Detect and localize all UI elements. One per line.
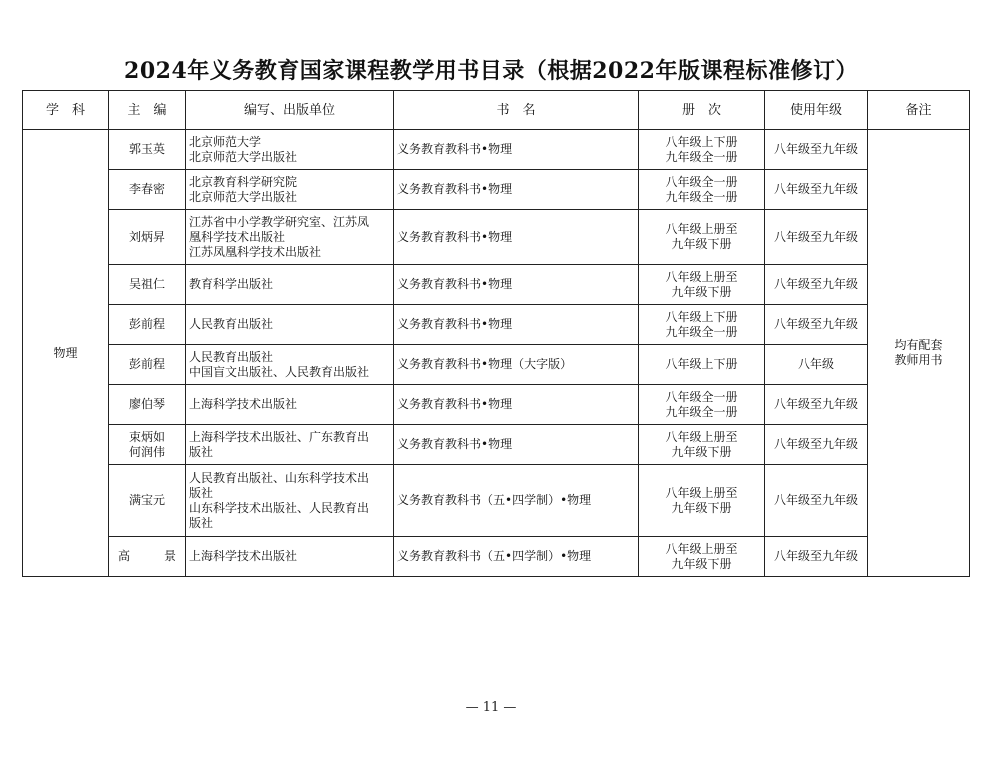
table-row — [23, 465, 970, 537]
publisher-cell — [186, 537, 394, 577]
publisher-line: 北京师范大学 — [189, 134, 262, 149]
editor-name: 吴祖仁 — [128, 277, 165, 291]
grade-cell: 八年级至九年级 — [765, 170, 868, 210]
editor-name: 束炳如 — [128, 429, 165, 444]
table-row — [23, 130, 970, 170]
volume-line: 八年级上册至 — [665, 269, 738, 284]
volume-cell — [639, 305, 765, 345]
page-title: 2024年义务教育国家课程教学用书目录（根据2022年版课程标准修订） — [124, 58, 858, 84]
table-row — [23, 210, 970, 265]
volume-line: 九年级全一册 — [665, 189, 738, 204]
volume-line: 八年级上下册 — [665, 309, 738, 324]
publisher-cell — [186, 210, 394, 265]
grade-cell: 八年级至九年级 — [765, 305, 868, 345]
volume-line: 八年级上册至 — [665, 222, 738, 236]
table-row — [23, 537, 970, 577]
grade-cell: 八年级至九年级 — [765, 385, 868, 425]
editor-name: 彭前程 — [128, 357, 165, 371]
editor-cell — [109, 425, 186, 465]
publisher-cell — [186, 265, 394, 305]
volume-cell — [639, 465, 765, 537]
publisher-line: 北京教育科学研究院 — [189, 174, 298, 189]
header-subject: 学 科 — [23, 91, 109, 130]
editor-name: 李春密 — [128, 182, 165, 196]
grade-cell: 八年级至九年级 — [765, 465, 868, 537]
table-row — [23, 345, 970, 385]
publisher-line: 江苏凤凰科学技术出版社 — [189, 244, 322, 259]
grade-cell: 八年级至九年级 — [765, 210, 868, 265]
publisher-line: 北京师范大学出版社 — [189, 189, 298, 204]
volume-line: 九年级全一册 — [665, 404, 738, 419]
volume-cell — [639, 130, 765, 170]
book-title-cell: 义务教育教科书•物理 — [394, 265, 639, 305]
table-row — [23, 385, 970, 425]
header-grade: 使用年级 — [765, 91, 868, 130]
page-number: — 11 — — [465, 700, 517, 715]
editor-name: 刘炳昇 — [128, 229, 165, 244]
book-title-cell: 义务教育教科书•物理 — [394, 130, 639, 170]
editor-cell — [109, 537, 186, 577]
volume-cell — [639, 210, 765, 265]
editor-cell — [109, 345, 186, 385]
volume-line: 八年级上册至 — [665, 541, 738, 556]
editor-cell — [109, 305, 186, 345]
editor-name: 满宝元 — [128, 493, 165, 507]
volume-line: 八年级全一册 — [665, 174, 738, 189]
publisher-line: 上海科学技术出版社 — [189, 397, 298, 411]
editor-cell — [109, 385, 186, 425]
publisher-line: 上海科学技术出版社、广东教育出 — [189, 429, 370, 444]
table-body — [23, 130, 970, 577]
publisher-cell — [186, 170, 394, 210]
header-editor: 主 编 — [109, 91, 186, 130]
table-row — [23, 425, 970, 465]
publisher-cell — [186, 130, 394, 170]
publisher-line: 人民教育出版社 — [189, 317, 274, 331]
volume-line: 九年级下册 — [671, 500, 732, 515]
book-title-cell: 义务教育教科书•物理 — [394, 305, 639, 345]
header-row — [23, 91, 970, 130]
grade-cell: 八年级至九年级 — [765, 425, 868, 465]
grade-cell: 八年级至九年级 — [765, 130, 868, 170]
book-title-cell: 义务教育教科书•物理 — [394, 425, 639, 465]
editor-cell — [109, 130, 186, 170]
grade-cell: 八年级至九年级 — [765, 265, 868, 305]
editor-cell — [109, 465, 186, 537]
editor-name: 何润伟 — [128, 444, 165, 459]
publisher-line: 北京师范大学出版社 — [189, 149, 298, 164]
volume-line: 九年级全一册 — [665, 149, 738, 164]
catalog-table — [22, 90, 970, 577]
header-book: 书 名 — [394, 91, 639, 130]
publisher-line: 凰科学技术出版社 — [189, 229, 286, 244]
volume-line: 九年级下册 — [671, 556, 732, 571]
book-title-cell: 义务教育教科书•物理 — [394, 170, 639, 210]
publisher-line: 版社 — [189, 515, 214, 530]
publisher-cell — [186, 305, 394, 345]
editor-name: 郭玉英 — [128, 142, 165, 156]
note-line: 教师用书 — [894, 353, 943, 367]
volume-cell — [639, 265, 765, 305]
volume-cell — [639, 537, 765, 577]
volume-line: 九年级全一册 — [665, 324, 738, 339]
publisher-cell — [186, 465, 394, 537]
volume-cell — [639, 345, 765, 385]
table-row — [23, 170, 970, 210]
editor-name: 彭前程 — [128, 317, 165, 331]
book-title-cell: 义务教育教科书•物理 — [394, 385, 639, 425]
header-volume: 册 次 — [639, 91, 765, 130]
editor-cell — [109, 265, 186, 305]
volume-line: 八年级上下册 — [665, 357, 738, 371]
volume-line: 八年级上册至 — [665, 429, 738, 444]
publisher-cell — [186, 425, 394, 465]
volume-line: 八年级上册至 — [665, 485, 738, 500]
grade-cell: 八年级 — [765, 345, 868, 385]
editor-cell — [109, 210, 186, 265]
publisher-line: 江苏省中小学教学研究室、江苏凤 — [189, 214, 370, 229]
publisher-cell — [186, 345, 394, 385]
publisher-line: 版社 — [189, 444, 214, 459]
publisher-line: 中国盲文出版社、人民教育出版社 — [189, 364, 370, 379]
volume-cell — [639, 385, 765, 425]
publisher-line: 上海科学技术出版社 — [189, 549, 298, 563]
volume-line: 九年级下册 — [671, 284, 732, 299]
header-publisher: 编写、出版单位 — [186, 91, 394, 130]
publisher-line: 人民教育出版社、山东科学技术出 — [189, 470, 370, 485]
publisher-cell — [186, 385, 394, 425]
table-row — [23, 265, 970, 305]
note-cell — [868, 130, 970, 577]
table-row — [23, 305, 970, 345]
book-title-cell: 义务教育教科书（五•四学制）•物理 — [394, 465, 639, 537]
book-title-cell: 义务教育教科书（五•四学制）•物理 — [394, 537, 639, 577]
volume-line: 九年级下册 — [671, 444, 732, 459]
header-note: 备注 — [868, 91, 970, 130]
publisher-line: 山东科学技术出版社、人民教育出 — [189, 500, 370, 515]
volume-line: 八年级上下册 — [665, 134, 738, 149]
publisher-line: 教育科学出版社 — [189, 277, 274, 291]
publisher-line: 人民教育出版社 — [189, 349, 274, 364]
publisher-line: 版社 — [189, 485, 214, 500]
note-line: 均有配套 — [894, 338, 943, 352]
volume-line: 九年级下册 — [671, 237, 732, 251]
editor-name: 高 景 — [118, 549, 176, 563]
volume-line: 八年级全一册 — [665, 389, 738, 404]
editor-cell — [109, 170, 186, 210]
editor-name: 廖伯琴 — [128, 397, 165, 411]
grade-cell: 八年级至九年级 — [765, 537, 868, 577]
subject-cell: 物理 — [23, 130, 109, 577]
volume-cell — [639, 170, 765, 210]
volume-cell — [639, 425, 765, 465]
book-title-cell: 义务教育教科书•物理（大字版） — [394, 345, 639, 385]
book-title-cell: 义务教育教科书•物理 — [394, 210, 639, 265]
